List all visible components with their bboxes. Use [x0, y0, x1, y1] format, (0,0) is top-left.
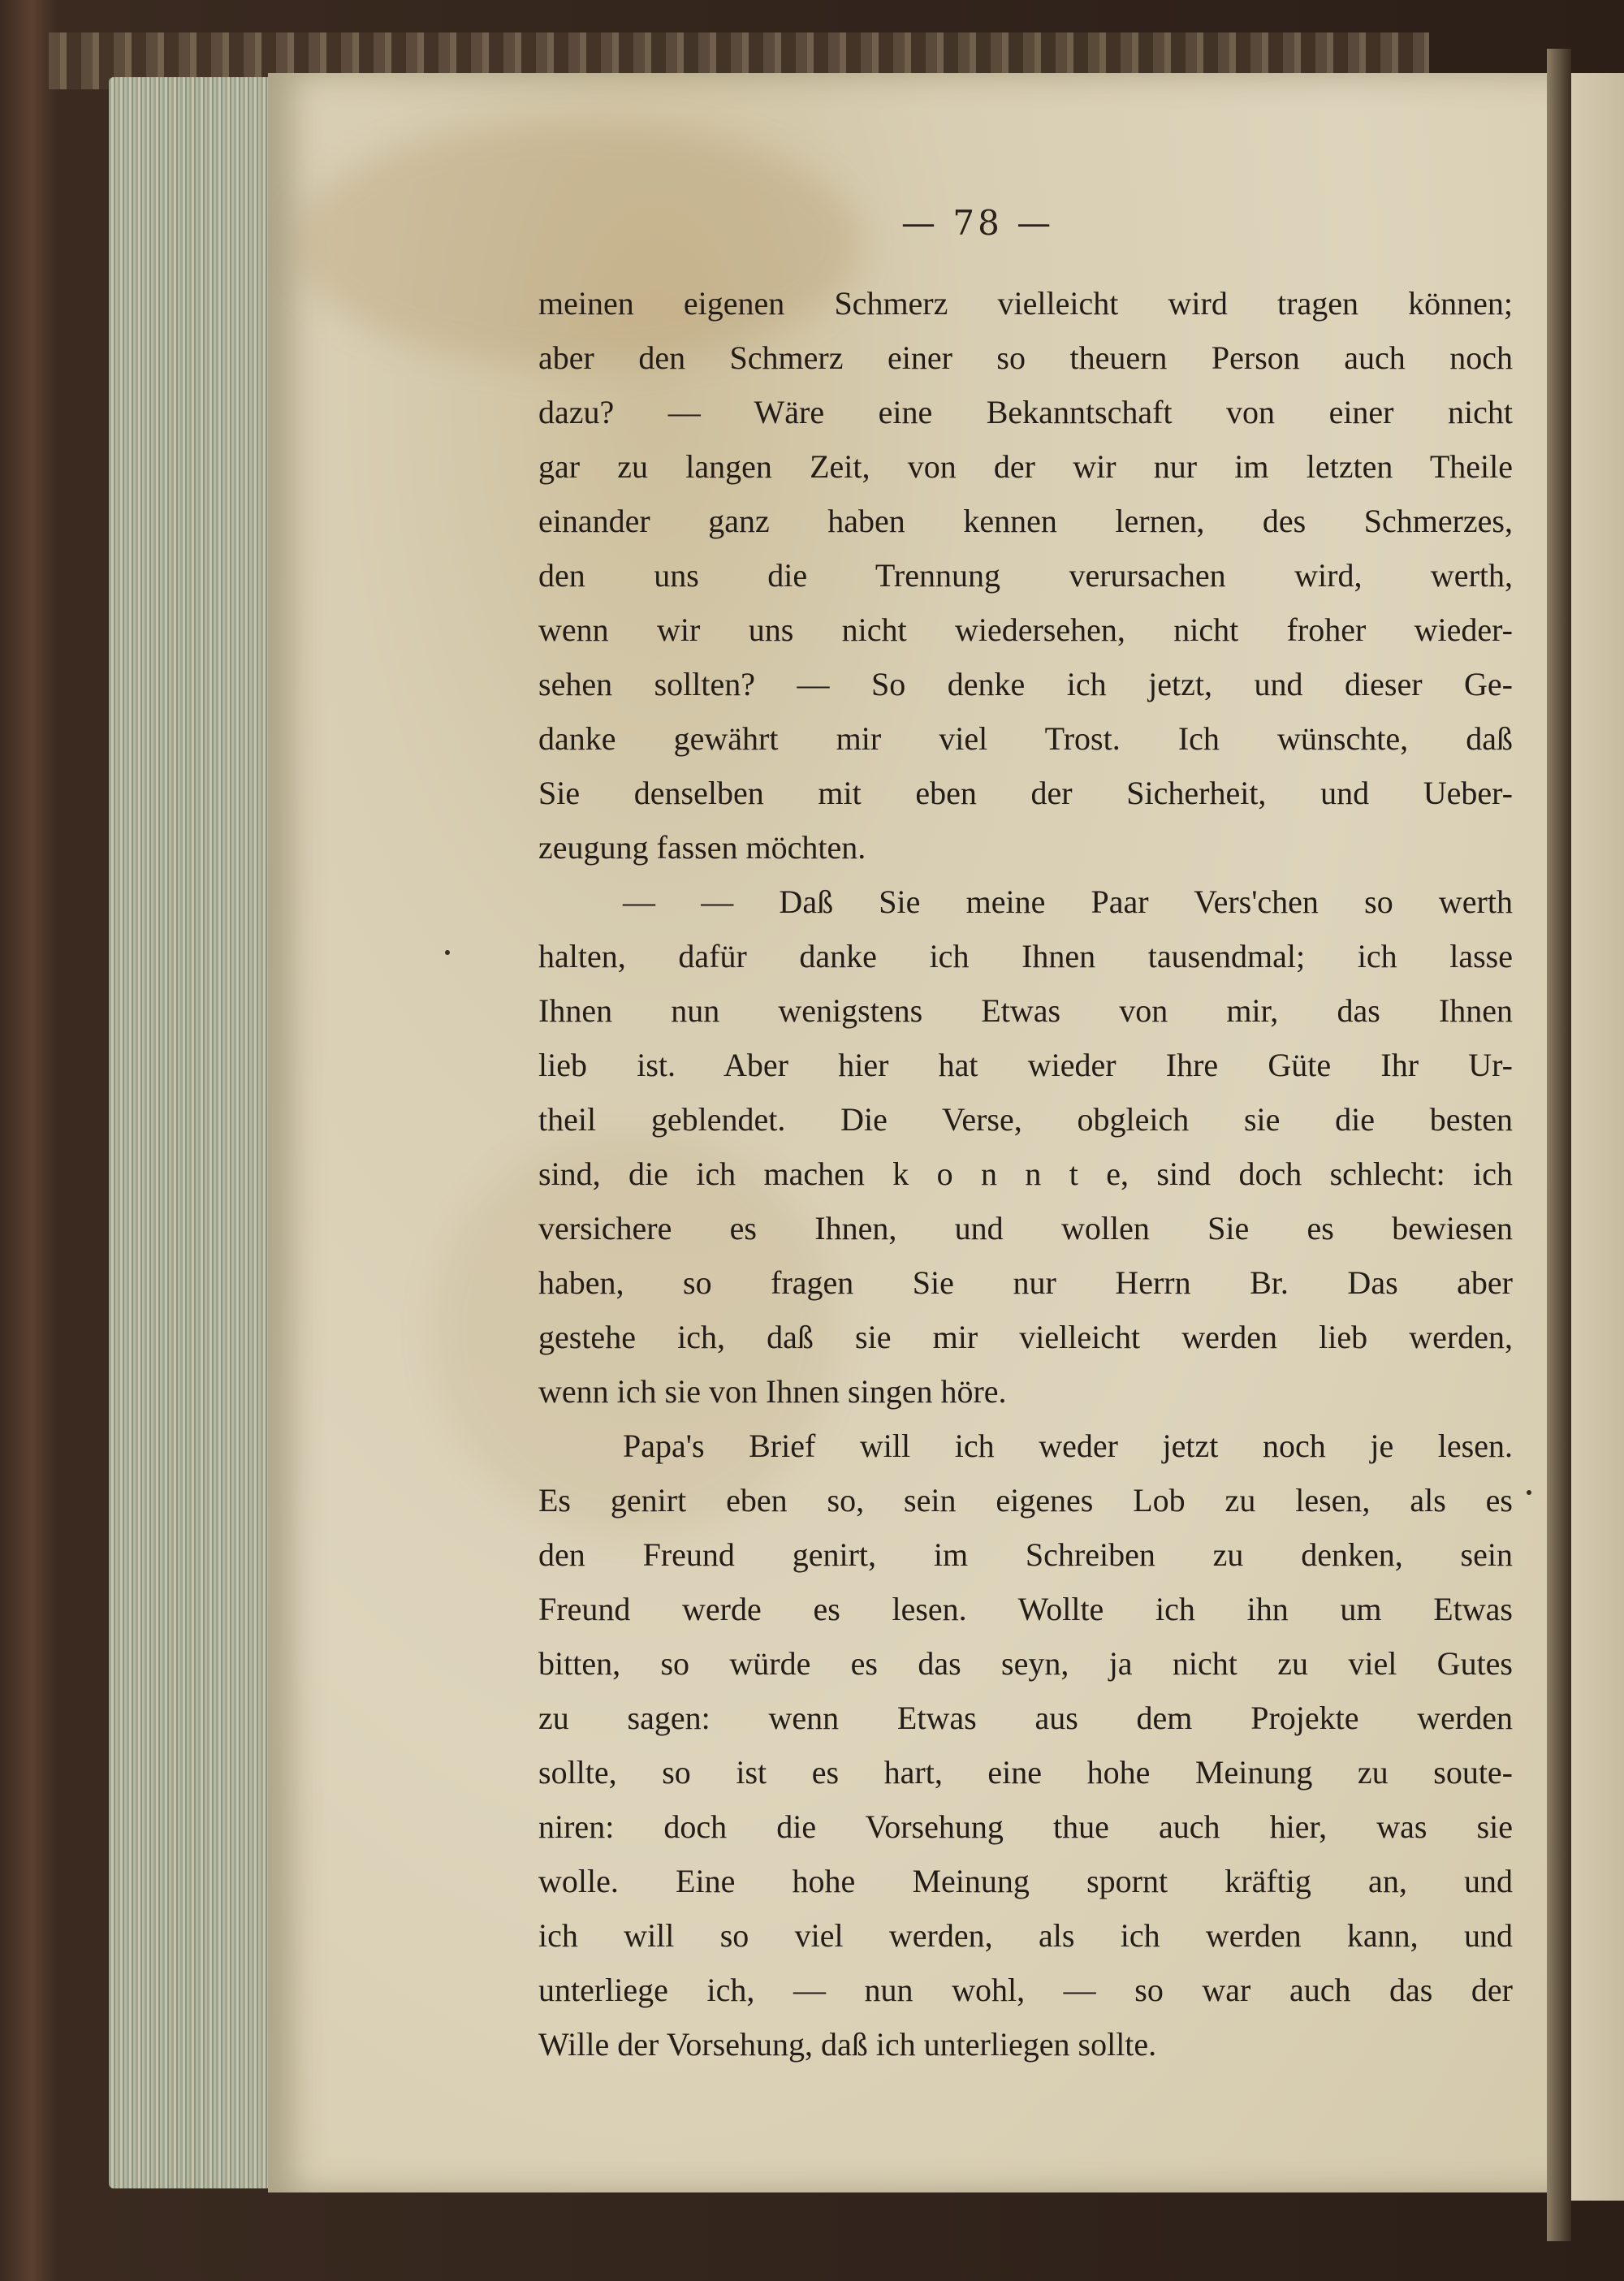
text-line: dazu? — Wäre eine Bekanntschaft von einer nicht	[538, 394, 1513, 430]
book-gutter	[1547, 49, 1571, 2241]
text-line: den Freund genirt, im Schreiben zu denken, sein	[538, 1536, 1513, 1573]
text-line: ich will so viel werden, als ich werden kann, und	[538, 1917, 1513, 1954]
text-line: versichere es Ihnen, und wollen Sie es bewiesen	[538, 1210, 1513, 1246]
text-line: niren: doch die Vorsehung thue auch hier, was sie	[538, 1808, 1513, 1845]
text-line: meinen eigenen Schmerz vielleicht wird tragen können;	[538, 285, 1513, 322]
text-line: wenn ich sie von Ihnen singen höre.	[538, 1373, 1007, 1410]
text-line: wolle. Eine hohe Meinung spornt kräftig an, und	[538, 1863, 1513, 1899]
text-line: Sie denselben mit eben der Sicherheit, und Ueber-	[538, 775, 1513, 811]
next-page-edge	[1571, 73, 1624, 2201]
text-line: halten, dafür danke ich Ihnen tausendmal; ich lasse	[538, 938, 1513, 974]
text-line: lieb ist. Aber hier hat wieder Ihre Güte Ihr Ur-	[538, 1047, 1513, 1083]
text-line: sollte, so ist es hart, eine hohe Meinung zu soute-	[538, 1754, 1513, 1791]
text-line: unterliege ich, — nun wohl, — so war auch das der	[538, 1972, 1513, 2008]
text-line: aber den Schmerz einer so theuern Person auch noch	[538, 339, 1513, 376]
page-text-body	[538, 276, 1513, 2071]
text-line: einander ganz haben kennen lernen, des Schmerzes,	[538, 503, 1513, 539]
text-line: zeugung fassen möchten.	[538, 829, 866, 866]
text-line: Es genirt eben so, sein eigenes Lob zu lesen, als es	[538, 1482, 1513, 1519]
text-line: den uns die Trennung verursachen wird, werth,	[538, 557, 1513, 594]
text-line: — — Daß Sie meine Paar Vers'chen so werth	[623, 883, 1513, 920]
text-line: Papa's Brief will ich weder jetzt noch je lesen.	[623, 1428, 1513, 1464]
text-line: Ihnen nun wenigstens Etwas von mir, das Ihnen	[538, 992, 1513, 1029]
margin-mark	[1527, 1490, 1531, 1495]
text-line: gestehe ich, daß sie mir vielleicht werden lieb werden,	[538, 1319, 1513, 1355]
page-edges-stack	[109, 77, 271, 2188]
text-line: haben, so fragen Sie nur Herrn Br. Das aber	[538, 1264, 1513, 1301]
text-line: bitten, so würde es das seyn, ja nicht zu viel Gutes	[538, 1645, 1513, 1682]
margin-mark	[445, 950, 450, 955]
text-line: zu sagen: wenn Etwas aus dem Projekte werden	[538, 1700, 1513, 1736]
text-line: Wille der Vorsehung, daß ich unterliegen sollte.	[538, 2026, 1157, 2063]
text-line: Freund werde es lesen. Wollte ich ihn um Etwas	[538, 1591, 1513, 1627]
page-number-header: — 78 —	[901, 203, 1055, 243]
text-line: gar zu langen Zeit, von der wir nur im letzten Theile	[538, 448, 1513, 485]
text-line: theil geblendet. Die Verse, obgleich sie die besten	[538, 1101, 1513, 1138]
text-line: sehen sollten? — So denke ich jetzt, und dieser Ge-	[538, 666, 1513, 702]
text-line: sind, die ich machen k o n n t e, sind doch schlecht: ich	[538, 1156, 1513, 1192]
text-line: danke gewährt mir viel Trost. Ich wünschte, daß	[538, 720, 1513, 757]
text-line: wenn wir uns nicht wiedersehen, nicht froher wieder-	[538, 611, 1513, 648]
